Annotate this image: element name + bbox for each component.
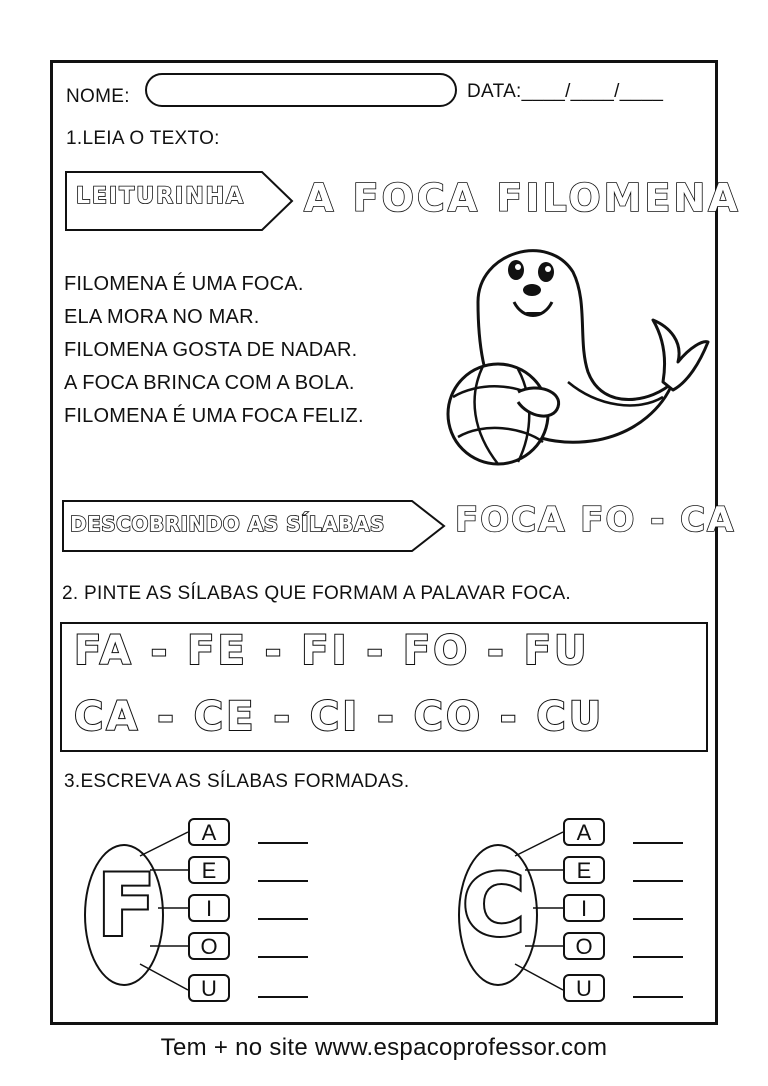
- f-answer-blank[interactable]: [258, 842, 308, 844]
- c-vowel-box: A: [563, 818, 605, 846]
- q1-instruction: 1.LEIA O TEXTO:: [66, 128, 220, 149]
- story-title: A FOCA FILOMENA: [304, 176, 741, 220]
- c-vowel-box: I: [563, 894, 605, 922]
- f-answer-blank[interactable]: [258, 956, 308, 958]
- c-answer-blank[interactable]: [633, 918, 683, 920]
- q3-instruction: 3.ESCREVA AS SÍLABAS FORMADAS.: [64, 771, 410, 792]
- reading-text: [64, 268, 364, 433]
- f-answer-blank[interactable]: [258, 918, 308, 920]
- c-answer-blank[interactable]: [633, 880, 683, 882]
- c-vowel-box: U: [563, 974, 605, 1002]
- reading-line: FILOMENA GOSTA DE NADAR.: [64, 339, 358, 361]
- c-big-letter: C: [462, 856, 526, 956]
- f-vowel-box: A: [188, 818, 230, 846]
- syllables-box: [60, 622, 708, 752]
- reading-line: FILOMENA É UMA FOCA FELIZ.: [64, 405, 364, 427]
- f-answer-blank[interactable]: [258, 996, 308, 998]
- descobrindo-badge: DESCOBRINDO AS SÍLABAS: [70, 512, 385, 536]
- reading-line: A FOCA BRINCA COM A BOLA.: [64, 372, 355, 394]
- footer-site-link[interactable]: Tem + no site www.espacoprofessor.com: [160, 1034, 608, 1061]
- word-syllables: FOCA FO - CA: [455, 500, 736, 540]
- seal-illustration: [438, 232, 710, 468]
- f-big-letter: F: [97, 856, 156, 956]
- date-field[interactable]: DATA:____/____/____: [467, 81, 664, 102]
- c-vowel-box: E: [563, 856, 605, 884]
- f-vowel-box: I: [188, 894, 230, 922]
- name-field[interactable]: [145, 73, 457, 107]
- f-vowel-box: E: [188, 856, 230, 884]
- reading-line: FILOMENA É UMA FOCA.: [64, 273, 304, 295]
- reading-line: ELA MORA NO MAR.: [64, 306, 260, 328]
- q2-instruction: 2. PINTE AS SÍLABAS QUE FORMAM A PALAVAR FOCA.: [62, 583, 571, 604]
- f-vowel-box: O: [188, 932, 230, 960]
- f-answer-blank[interactable]: [258, 880, 308, 882]
- c-answer-blank[interactable]: [633, 956, 683, 958]
- c-vowel-box: O: [563, 932, 605, 960]
- f-vowel-box: U: [188, 974, 230, 1002]
- c-syllables-row[interactable]: CA - CE - CI - CO - CU: [74, 694, 605, 740]
- c-answer-blank[interactable]: [633, 996, 683, 998]
- f-syllables-row[interactable]: FA - FE - FI - FO - FU: [74, 628, 590, 674]
- c-answer-blank[interactable]: [633, 842, 683, 844]
- name-label: NOME:: [66, 86, 130, 107]
- leiturinha-badge: LEITURINHA: [76, 184, 246, 209]
